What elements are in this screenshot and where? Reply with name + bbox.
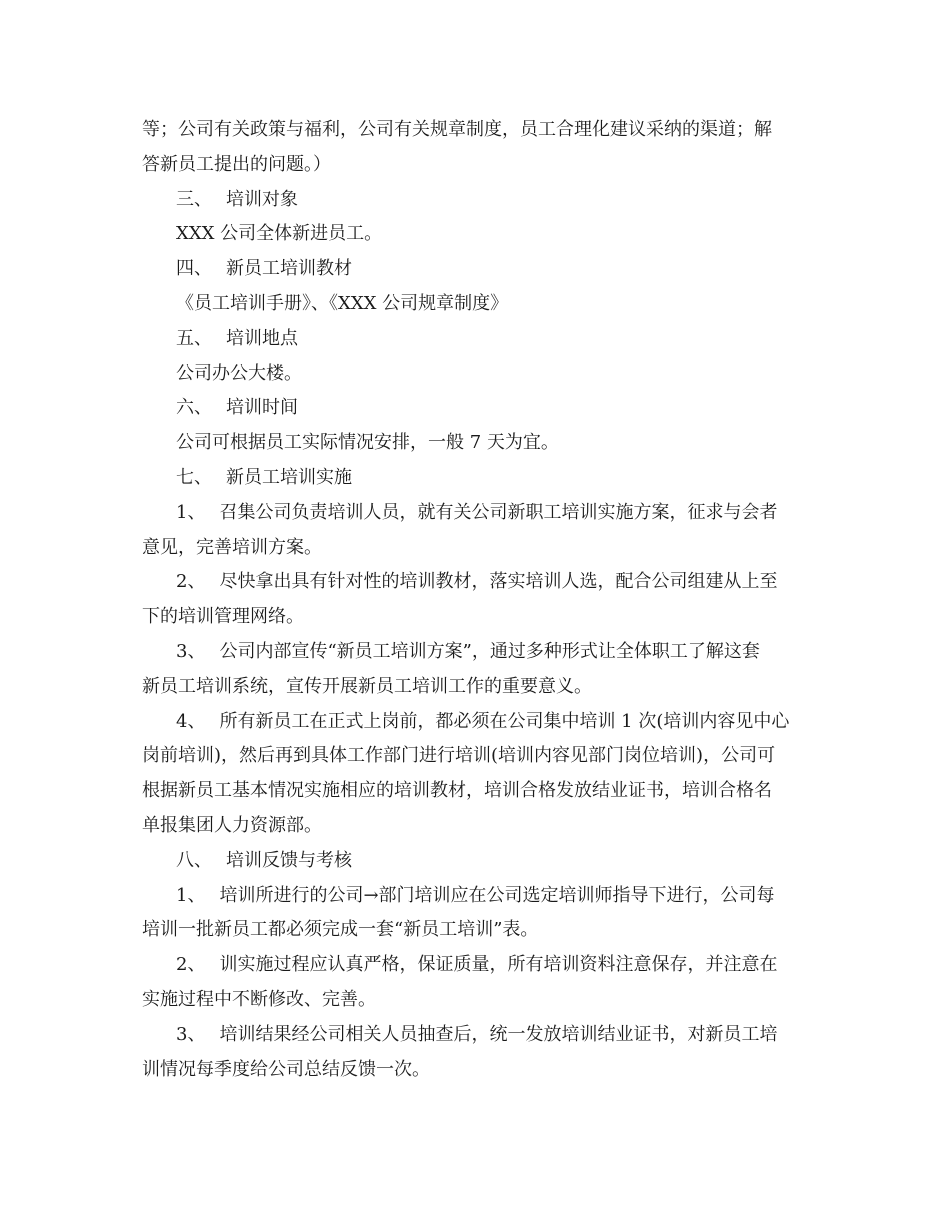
item-number: 2、 [176, 954, 206, 976]
paragraph-line [142, 217, 802, 252]
section-line [142, 635, 802, 670]
line-text: 训情况每季度给公司总结反馈一次。 [142, 1058, 430, 1080]
section-line [142, 879, 802, 914]
line-text: 等；公司有关政策与福利，公司有关规章制度，员工合理化建议采纳的渠道；解 [142, 119, 772, 140]
section-line [142, 461, 802, 496]
section-line [142, 844, 802, 879]
section-line [142, 496, 802, 531]
item-number: 七、 [176, 466, 212, 488]
section-line [142, 705, 802, 740]
line-text: 培训所进行的公司→部门培训应在公司选定培训师指导下进行，公司每 [219, 884, 775, 906]
item-number: 3、 [176, 640, 206, 662]
line-text: 新员工培训实施 [226, 466, 352, 488]
line-text: 下的培训管理网络。 [142, 606, 304, 628]
line-text: 培训对象 [226, 188, 298, 210]
paragraph-line [142, 113, 802, 148]
document-body [142, 113, 802, 1087]
item-number: 六、 [176, 397, 212, 419]
item-number: 4、 [176, 710, 206, 732]
line-text: 所有新员工在正式上岗前，都必须在公司集中培训 1 次(培训内容见中心 [219, 710, 790, 732]
section-line [142, 948, 802, 983]
item-number: 五、 [176, 327, 212, 349]
line-text: 《员工培训手册》、《XXX 公司规章制度》 [176, 292, 509, 314]
line-text: 岗前培训)，然后再到具体工作部门进行培训(培训内容见部门岗位培训)，公司可 [142, 745, 776, 767]
paragraph-line [142, 148, 802, 183]
item-number: 四、 [176, 258, 212, 280]
line-text: 召集公司负责培训人员，就有关公司新职工培训实施方案，征求与会者 [219, 501, 778, 523]
line-text: 公司可根据员工实际情况安排，一般 7 天为宜。 [176, 432, 559, 454]
line-text: XXX 公司全体新进员工。 [176, 223, 383, 245]
item-number: 三、 [176, 188, 212, 210]
paragraph-line [142, 774, 802, 809]
paragraph-line [142, 1053, 802, 1088]
paragraph-line [142, 809, 802, 844]
line-text: 新员工培训系统，宣传开展新员工培训工作的重要意义。 [142, 675, 592, 697]
line-text: 新员工培训教材 [226, 258, 352, 280]
item-number: 3、 [176, 1023, 206, 1045]
line-text: 培训地点 [226, 327, 298, 349]
section-line [142, 183, 802, 218]
line-text: 答新员工提出的问题。） [142, 153, 331, 175]
line-text: 实施过程中不断修改、完善。 [142, 988, 376, 1010]
item-number: 八、 [176, 849, 212, 871]
section-line [142, 391, 802, 426]
line-text: 意见，完善培训方案。 [142, 536, 322, 558]
line-text: 公司内部宣传“新员工培训方案”，通过多种形式让全体职工了解这套 [219, 640, 760, 662]
line-text: 培训时间 [226, 397, 298, 419]
line-text: 培训一批新员工都必须完成一套“新员工培训”表。 [142, 919, 539, 941]
paragraph-line [142, 600, 802, 635]
item-number: 1、 [176, 501, 206, 523]
paragraph-line [142, 357, 802, 392]
section-line [142, 565, 802, 600]
paragraph-line [142, 913, 802, 948]
line-text: 培训反馈与考核 [226, 849, 352, 871]
section-line [142, 252, 802, 287]
paragraph-line [142, 739, 802, 774]
item-number: 1、 [176, 884, 206, 906]
line-text: 培训结果经公司相关人员抽查后，统一发放培训结业证书，对新员工培 [219, 1023, 778, 1045]
paragraph-line [142, 426, 802, 461]
section-line [142, 1018, 802, 1053]
line-text: 根据新员工基本情况实施相应的培训教材，培训合格发放结业证书，培训合格名 [142, 780, 772, 802]
line-text: 训实施过程应认真严格，保证质量，所有培训资料注意保存，并注意在 [219, 954, 778, 976]
line-text: 公司办公大楼。 [176, 362, 302, 384]
line-text: 单报集团人力资源部。 [142, 814, 322, 836]
paragraph-line [142, 670, 802, 705]
paragraph-line [142, 983, 802, 1018]
paragraph-line [142, 287, 802, 322]
section-line [142, 322, 802, 357]
paragraph-line [142, 531, 802, 566]
line-text: 尽快拿出具有针对性的培训教材，落实培训人选，配合公司组建从上至 [219, 571, 778, 593]
item-number: 2、 [176, 571, 206, 593]
